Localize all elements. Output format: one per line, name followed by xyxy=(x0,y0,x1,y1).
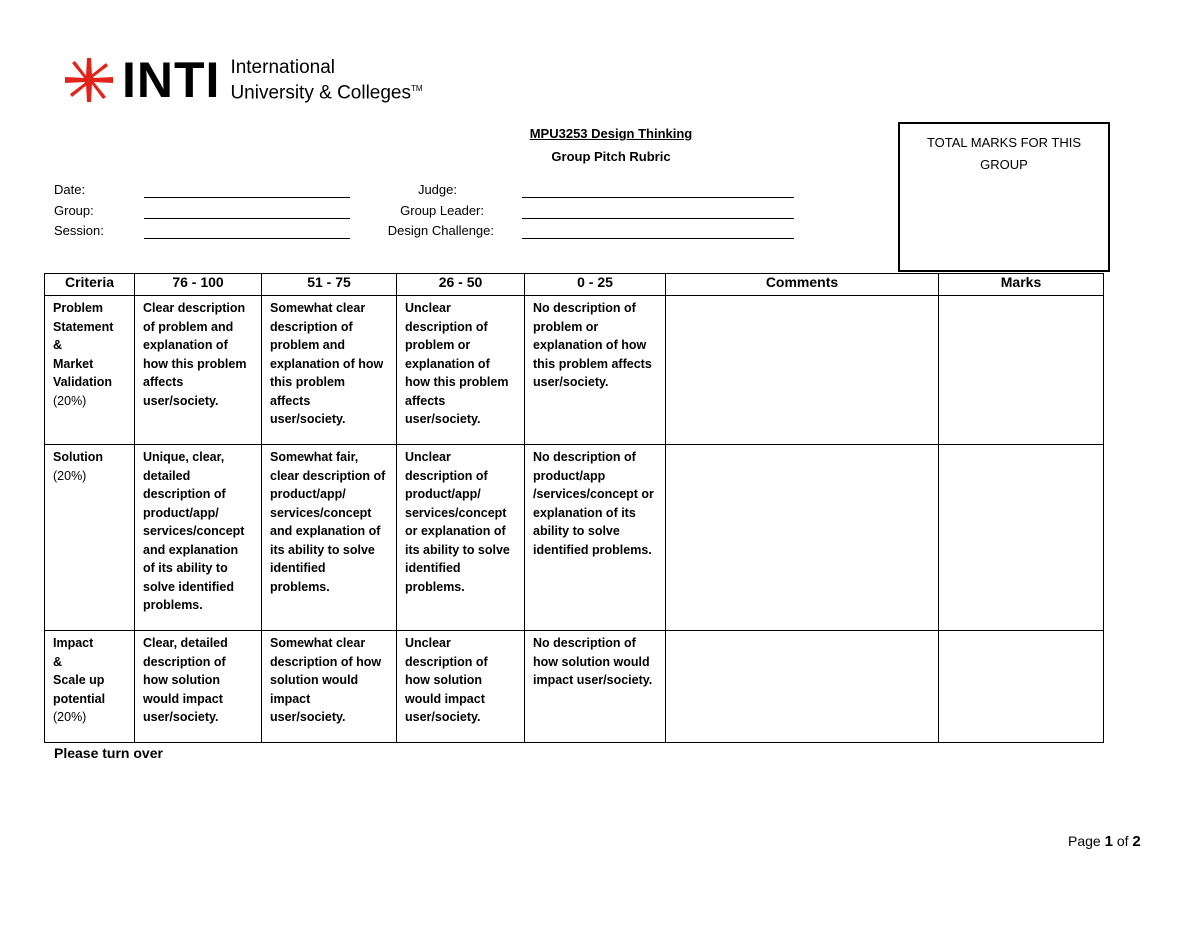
descriptor-cell: Somewhat clear description of problem and explanation of how this problem affects user/society. xyxy=(262,296,397,445)
logo-line2: University & Colleges xyxy=(230,82,412,104)
header-76-100: 76 - 100 xyxy=(135,274,262,296)
date-field[interactable] xyxy=(144,197,350,198)
logo-wordmark: INTI xyxy=(122,52,221,108)
page-of: of xyxy=(1116,833,1129,849)
group-label: Group: xyxy=(54,203,94,218)
criteria-text: Statement xyxy=(53,319,114,334)
page-number xyxy=(1068,833,1141,850)
total-marks-label-1: TOTAL MARKS FOR THIS xyxy=(926,135,1082,150)
descriptor-cell: Somewhat clear description of how solution would impact user/society. xyxy=(262,631,397,743)
page-current: 1 xyxy=(1104,833,1113,850)
date-label: Date: xyxy=(54,182,86,197)
criteria-text: Validation xyxy=(53,375,113,389)
judge-label: Judge: xyxy=(417,182,457,197)
criteria-text: Problem xyxy=(53,301,104,315)
comments-cell[interactable] xyxy=(666,631,939,743)
criteria-text: Solution xyxy=(53,450,103,464)
criteria-weight: (20%) xyxy=(53,393,87,408)
descriptor-cell: Somewhat fair, clear description of product/app/ services/concept and explanation of its ability to solve identified problems. xyxy=(262,445,397,631)
header-51-75: 51 - 75 xyxy=(262,274,397,296)
criteria-text: & xyxy=(53,338,63,352)
criteria-cell xyxy=(45,296,135,445)
total-marks-label-2: GROUP xyxy=(980,157,1028,172)
group-field[interactable] xyxy=(144,218,350,219)
course-title: MPU3253 Design Thinking xyxy=(529,126,693,141)
total-marks-box[interactable] xyxy=(898,122,1110,272)
criteria-text: Scale up xyxy=(53,673,105,687)
session-label: Session: xyxy=(54,223,104,238)
table-header-row xyxy=(45,274,1104,296)
descriptor-cell: No description of problem or explanation of how this problem affects user/society. xyxy=(525,296,666,445)
marks-cell[interactable] xyxy=(939,296,1104,445)
design-challenge-label: Design Challenge: xyxy=(387,223,494,238)
header-0-25: 0 - 25 xyxy=(525,274,666,296)
header-criteria: Criteria xyxy=(45,274,135,296)
group-leader-label: Group Leader: xyxy=(400,203,484,218)
logo-subtitle xyxy=(230,57,422,103)
criteria-text: Impact xyxy=(53,636,94,650)
marks-cell[interactable] xyxy=(939,631,1104,743)
header-26-50: 26 - 50 xyxy=(397,274,525,296)
rubric-table xyxy=(44,273,1104,743)
please-turn-over: Please turn over xyxy=(54,745,163,761)
descriptor-cell: Unclear description of product/app/ services/concept or explanation of its ability to solve identified problems. xyxy=(397,445,525,631)
descriptor-cell: Clear, detailed description of how solution would impact user/society. xyxy=(135,631,262,743)
descriptor-cell: Unclear description of how solution would impact user/society. xyxy=(397,631,525,743)
header-marks: Marks xyxy=(939,274,1104,296)
inti-logo xyxy=(62,52,423,108)
descriptor-cell: No description of how solution would impact user/society. xyxy=(525,631,666,743)
logo-line1: International xyxy=(230,56,336,78)
marks-cell[interactable] xyxy=(939,445,1104,631)
table-row-problem xyxy=(45,296,1104,445)
rubric-subtitle: Group Pitch Rubric xyxy=(551,149,671,164)
criteria-cell xyxy=(45,631,135,743)
criteria-weight: (20%) xyxy=(53,710,87,724)
criteria-text: potential xyxy=(53,691,106,706)
descriptor-cell: Clear description of problem and explanation of how this problem affects user/society. xyxy=(135,296,262,445)
design-challenge-field[interactable] xyxy=(522,238,794,239)
session-field[interactable] xyxy=(144,238,350,239)
criteria-weight: (20%) xyxy=(53,468,87,483)
judge-field[interactable] xyxy=(522,197,794,198)
logo-tm: TM xyxy=(411,83,423,93)
descriptor-cell: No description of product/app /services/concept or explanation of its ability to solve identified problems. xyxy=(525,445,666,631)
header-comments: Comments xyxy=(666,274,939,296)
table-row-impact xyxy=(45,631,1104,743)
descriptor-cell: Unique, clear, detailed description of product/app/ services/concept and explanation of its ability to solve identified problems. xyxy=(135,445,262,631)
descriptor-cell: Unclear description of problem or explanation of how this problem affects user/society. xyxy=(397,296,525,445)
inti-star-icon xyxy=(62,57,116,103)
comments-cell[interactable] xyxy=(666,445,939,631)
criteria-cell xyxy=(45,445,135,631)
group-leader-field[interactable] xyxy=(522,218,794,219)
criteria-text: Market xyxy=(53,356,94,371)
page-prefix: Page xyxy=(1068,833,1101,849)
criteria-text: & xyxy=(53,654,63,669)
page-total: 2 xyxy=(1132,833,1141,850)
table-row-solution xyxy=(45,445,1104,631)
comments-cell[interactable] xyxy=(666,296,939,445)
